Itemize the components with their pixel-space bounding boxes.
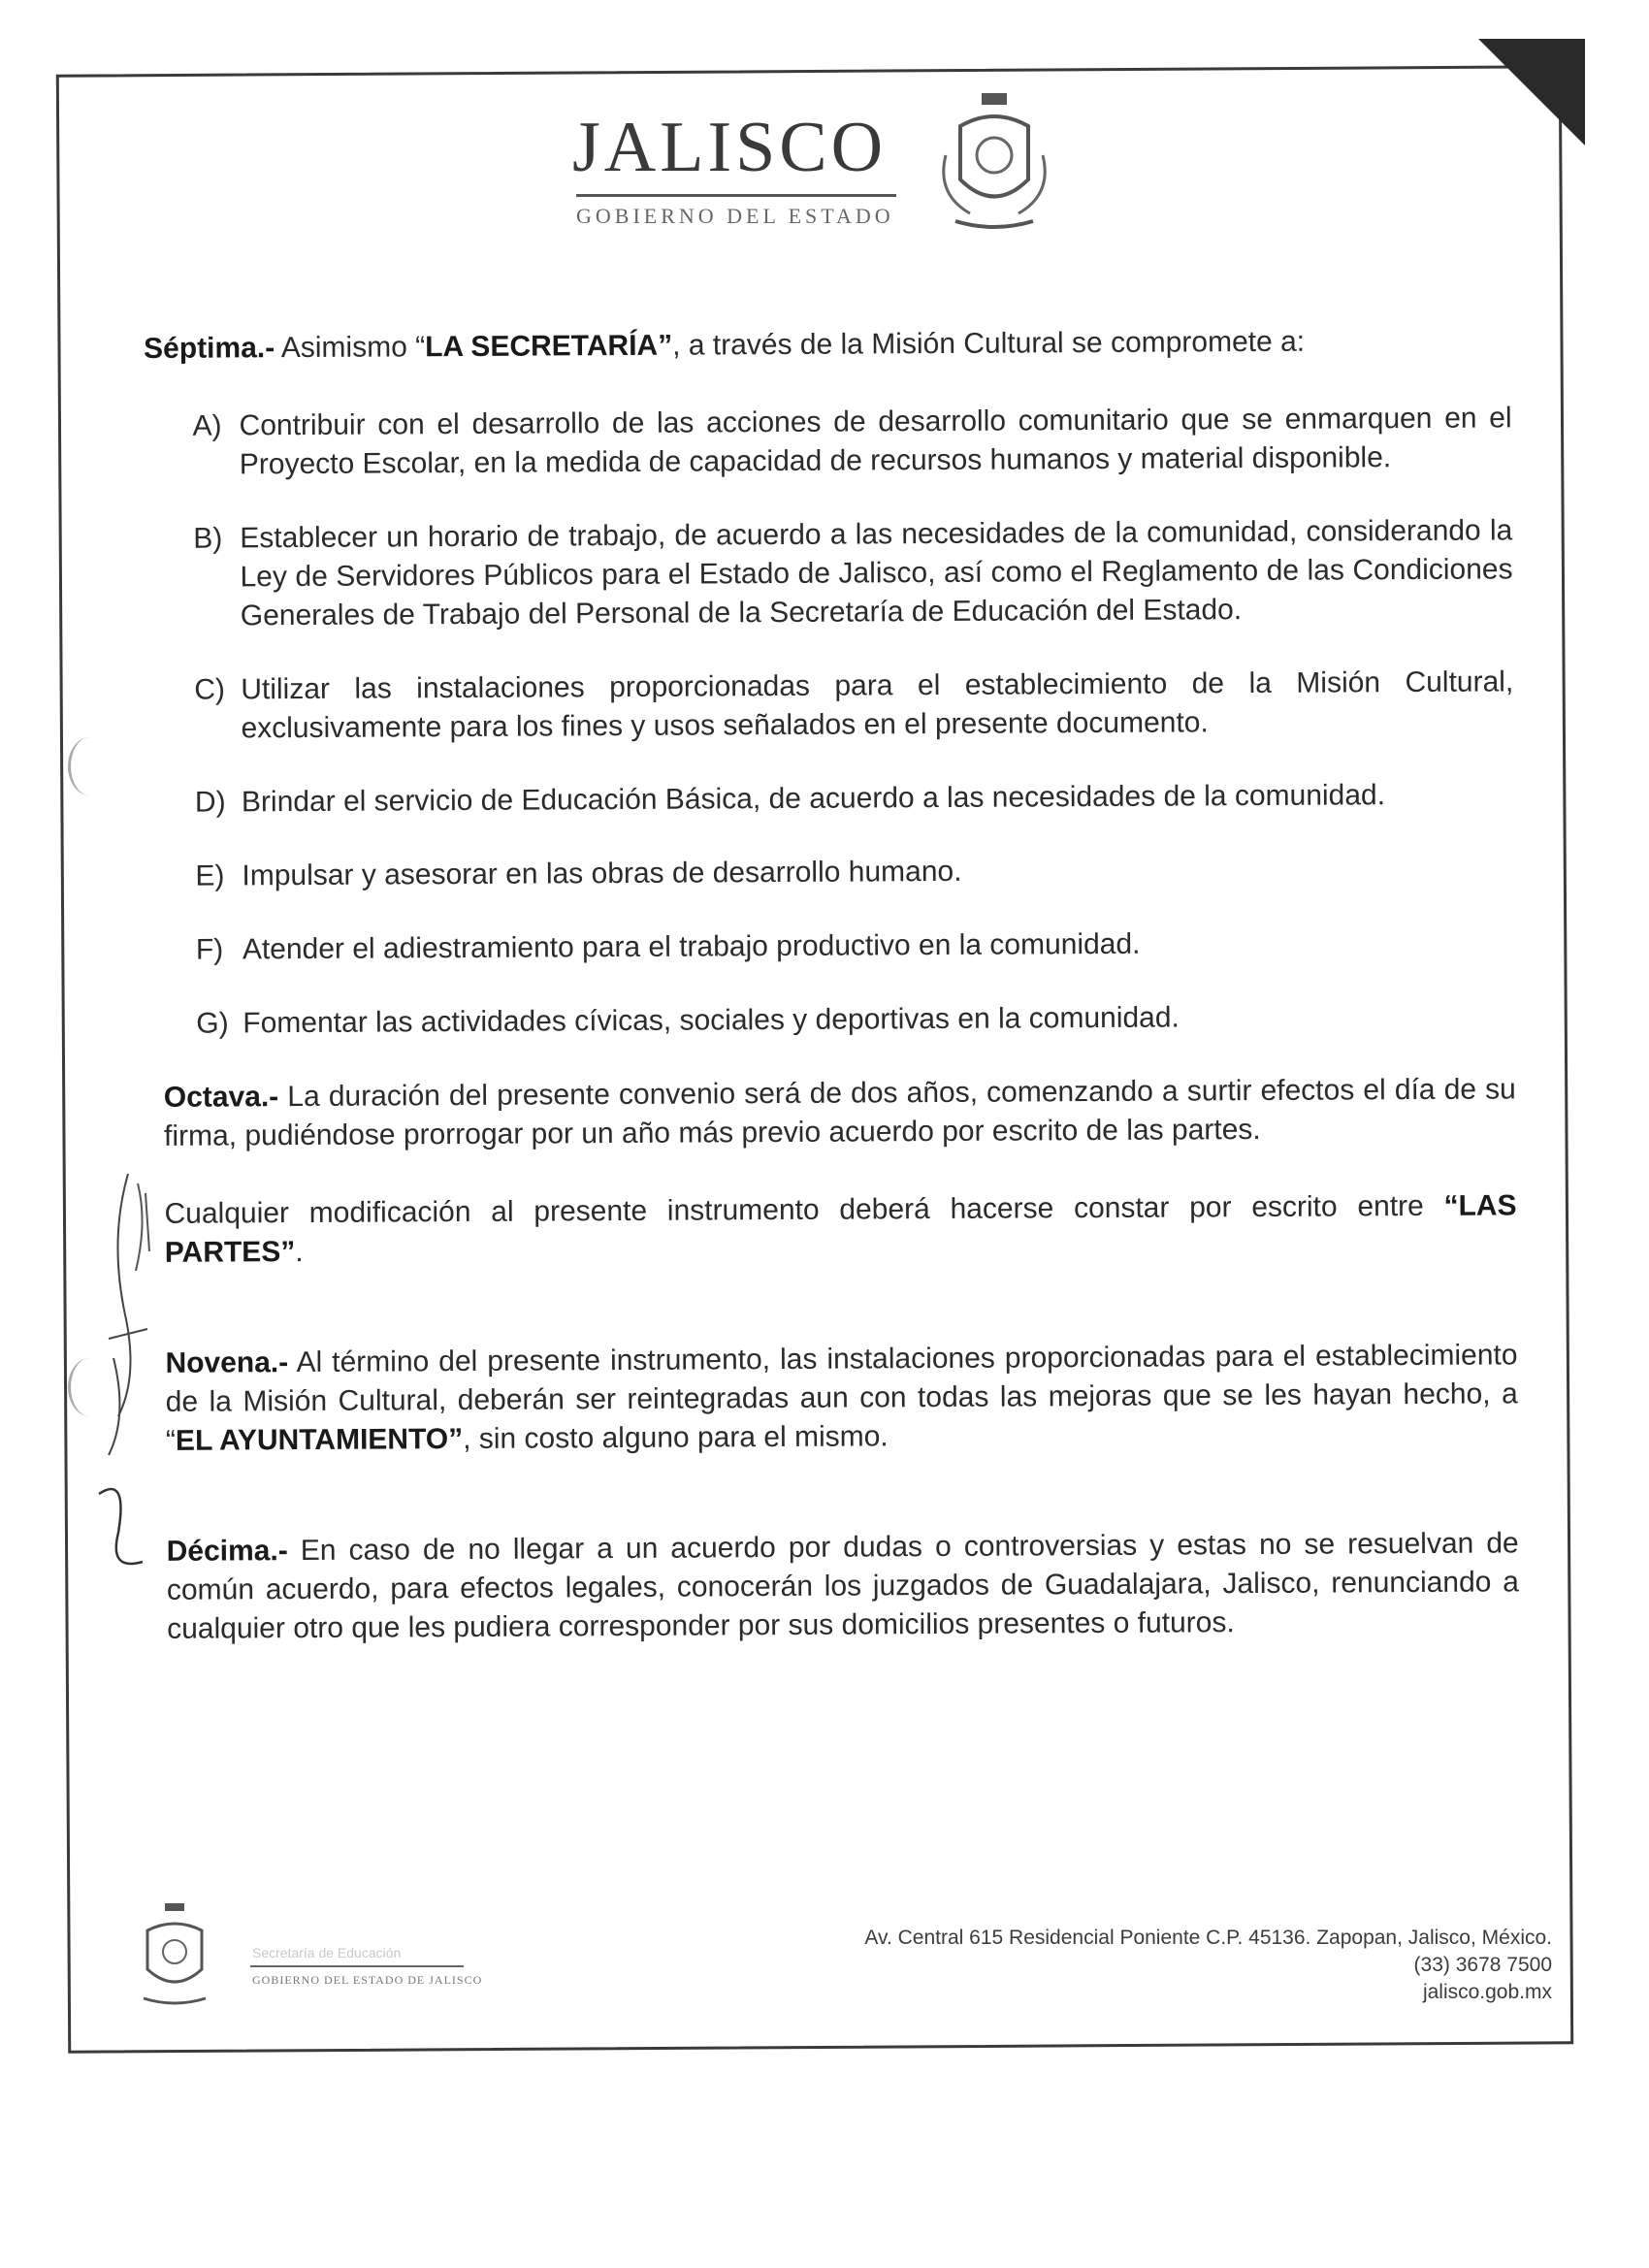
clause-label: Octava.- bbox=[163, 1081, 279, 1114]
party-name: EL AYUNTAMIENTO” bbox=[175, 1423, 464, 1457]
clause-text: , sin costo alguno para el mismo. bbox=[463, 1420, 889, 1456]
logo-subtitle: GOBIERNO DEL ESTADO bbox=[576, 204, 894, 228]
clause-text: Asimismo “ bbox=[275, 331, 426, 365]
list-item bbox=[196, 923, 1515, 969]
footer-rule bbox=[250, 1965, 464, 1967]
clause-text: La duración del presente convenio será de dos años, comenzando a surtir efectos el día de su firma, pudiéndose prorrogar por un año más previo acuerdo por escrito de las partes. bbox=[163, 1073, 1516, 1152]
footer-address-block bbox=[864, 1925, 1552, 2006]
footer-seal-icon bbox=[126, 1901, 223, 2008]
clause-label: Séptima.- bbox=[144, 332, 275, 365]
list-marker: F) bbox=[195, 933, 224, 966]
clause-septima bbox=[144, 321, 1511, 369]
clause-octava bbox=[164, 1070, 1516, 1156]
list-item bbox=[194, 663, 1513, 748]
list-item bbox=[195, 775, 1514, 822]
footer-website: jalisco.gob.mx bbox=[1422, 1981, 1552, 2003]
list-item-text: Brindar el servicio de Educación Básica, de acuerdo a las necesidades de la comunidad. bbox=[241, 779, 1386, 819]
clause-text: Cualquier modificación al presente instrumento deberá hacerse constar por escrito entre bbox=[164, 1189, 1444, 1230]
list-marker: B) bbox=[193, 522, 223, 555]
list-item bbox=[195, 849, 1514, 895]
list-item-text: Impulsar y asesorar en las obras de desarrollo humano. bbox=[242, 855, 962, 892]
footer-org: GOBIERNO DEL ESTADO DE JALISCO bbox=[252, 1973, 483, 1987]
obligations-list bbox=[192, 399, 1515, 1043]
punch-hole bbox=[68, 737, 112, 795]
footer-phone: (33) 3678 7500 bbox=[1413, 1954, 1552, 1976]
list-marker: A) bbox=[192, 409, 222, 442]
list-marker: C) bbox=[194, 673, 226, 706]
clause-text: Al término del presente instrumento, las instalaciones proporcionadas para el establecimiento de la Misión Cultural, deberán ser reintegradas aun con todas las mejoras que se les hayan hecho, a “ bbox=[165, 1339, 1518, 1457]
list-item bbox=[192, 399, 1511, 484]
list-item bbox=[193, 511, 1513, 635]
modification-paragraph bbox=[164, 1186, 1516, 1273]
list-item-text: Atender el adiestramiento para el trabajo productivo en la comunidad. bbox=[242, 927, 1141, 966]
coat-of-arms-icon bbox=[931, 87, 1057, 233]
clause-label: Novena.- bbox=[165, 1346, 289, 1379]
list-marker: G) bbox=[196, 1007, 229, 1040]
list-item bbox=[196, 996, 1515, 1043]
party-name: “LAS PARTES” bbox=[164, 1189, 1517, 1269]
clause-text: , a través de la Misión Cultural se compromete a: bbox=[672, 325, 1306, 362]
logo-title: JALISCO bbox=[572, 108, 888, 187]
footer-address: Av. Central 615 Residencial Poniente C.P. 45136. Zapopan, Jalisco, México. bbox=[864, 1927, 1552, 1949]
clause-decima bbox=[167, 1524, 1520, 1649]
clause-label: Décima.- bbox=[166, 1535, 288, 1568]
list-item-text: Fomentar las actividades cívicas, sociales y deportivas en la comunidad. bbox=[242, 1001, 1180, 1040]
punch-hole bbox=[68, 1358, 112, 1416]
list-marker: D) bbox=[194, 786, 226, 819]
party-name: LA SECRETARÍA” bbox=[425, 329, 673, 364]
list-item-text: Contribuir con el desarrollo de las acciones de desarrollo comunitario que se enmarquen en el Proyecto Escolar, en la medida de capacidad de recursos humanos y material disponible. bbox=[239, 402, 1512, 481]
list-item-text: Establecer un horario de trabajo, de acuerdo a las necesidades de la comunidad, considerando la Ley de Servidores Públicos para el Estado de Jalisco, así como el Reglamento de las Condiciones Generales de Trabajo del Personal de la Secretaría de Educación del Estado. bbox=[240, 514, 1513, 632]
list-marker: E) bbox=[195, 859, 225, 892]
clause-text: . bbox=[295, 1236, 304, 1269]
footer-org-name: Secretaría de Educación bbox=[252, 1945, 402, 1960]
document-body bbox=[144, 321, 1520, 1688]
logo-rule bbox=[576, 194, 896, 197]
jalisco-logo bbox=[572, 107, 1057, 243]
clause-text: En caso de no llegar a un acuerdo por dudas o controversias y estas no se resuelvan de común acuerdo, para efectos legales, conocerán los juzgados de Guadalajara, Jalisco, renunciando a cualquier otro que les pudiera corresponder por sus domicilios presentes o futuros. bbox=[166, 1527, 1520, 1645]
clause-novena bbox=[165, 1336, 1518, 1461]
folded-corner bbox=[1478, 39, 1585, 146]
list-item-text: Utilizar las instalaciones proporcionadas para el establecimiento de la Misión Cultural, exclusivamente para los fines y usos señalados en el presente documento. bbox=[241, 665, 1514, 745]
